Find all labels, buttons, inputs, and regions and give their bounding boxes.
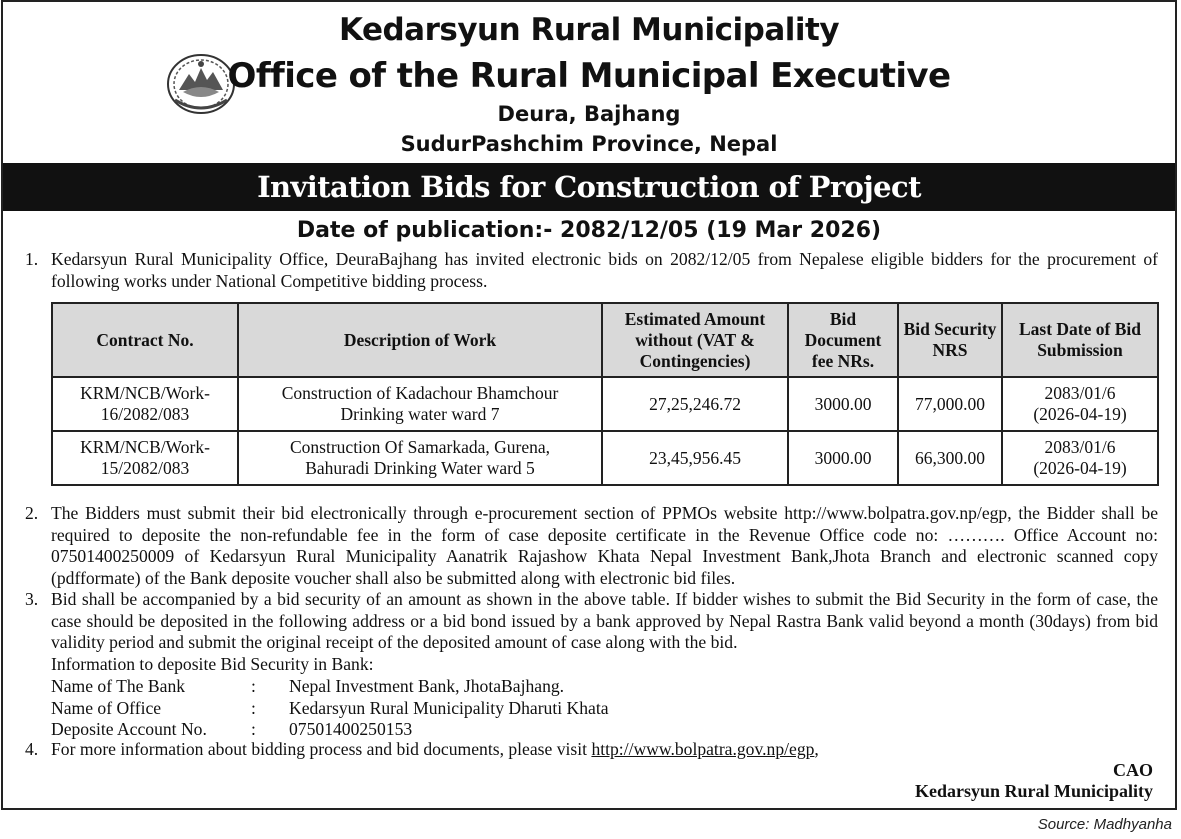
bank-colon: : xyxy=(251,719,256,740)
cell-last-date: 2083/01/6 (2026-04-19) xyxy=(1002,431,1158,485)
paragraph-3 xyxy=(25,589,1158,654)
publication-date: Date of publication:- 2082/12/05 (19 Mar 2026) xyxy=(296,218,882,243)
paragraph-number: 3. xyxy=(25,589,39,609)
cell-doc-fee: 3000.00 xyxy=(788,431,898,485)
bank-row xyxy=(51,676,609,698)
paragraph-text: The Bidders must submit their bid electronically through e-procurement section of PPMOs website http://www.bolpatra.gov.np/egp, the Bidder shall be required to deposite the non-refundable fee in the form of case deposite certificate in the Revenue Office code no: ………. Office Account no: 07501400250009 of Kedarsyun Rural Municipality Aanatrik Rajashow Khata Nepal Investment Bank,Jhota Branch and electronic scanned copy (pdfformate) of the Bank deposite voucher shall also be submitted along with electronic bid files. xyxy=(51,503,1158,588)
bank-colon: : xyxy=(251,676,256,696)
bank-label: Name of Office xyxy=(51,697,162,718)
cell-last-date: 2083/01/6 (2026-04-19) xyxy=(1002,377,1158,431)
notice-title: Invitation Bids for Construction of Project xyxy=(3,163,1175,211)
source-credit: Source: Madhyanha xyxy=(1037,816,1172,833)
cell-doc-fee: 3000.00 xyxy=(788,377,898,431)
bank-label: Name of The Bank xyxy=(51,676,186,696)
bank-row xyxy=(51,719,609,741)
bank-info xyxy=(51,676,609,741)
signature-org: Kedarsyun Rural Municipality xyxy=(914,781,1153,801)
paragraph-text: Bid shall be accompanied by a bid security of an amount as shown in the above table. If bidder wishes to submit the Bid Security in the form of case, the case should be deposited in the following address or a bid bond issued by a bank approved by Nepal Rastra Bank valid beyond a month (30days) from bid validity period and submit the original receipt of the deposited amount of case along with the bid. xyxy=(51,589,1158,653)
cell-description: Construction Of Samarkada, Gurena, Bahuradi Drinking Water ward 5 xyxy=(238,431,602,485)
paragraph-2 xyxy=(25,503,1158,589)
table-row xyxy=(52,377,1158,431)
paragraph-number: 2. xyxy=(25,503,39,523)
paragraph-number: 1. xyxy=(25,249,39,269)
office-province: SudurPashchim Province, Nepal xyxy=(400,132,778,156)
bank-colon: : xyxy=(251,697,256,718)
bids-table xyxy=(51,302,1159,486)
cell-description: Construction of Kadachour Bhamchour Drinking water ward 7 xyxy=(238,377,602,431)
cell-contract: KRM/NCB/Work- 16/2082/083 xyxy=(52,377,238,431)
paragraph-number: 4. xyxy=(25,739,39,759)
table-row xyxy=(52,431,1158,485)
header-contract: Contract No. xyxy=(52,303,238,377)
cell-security: 77,000.00 xyxy=(898,377,1002,431)
paragraph-1 xyxy=(25,249,1158,292)
paragraph-4 xyxy=(25,739,1158,761)
bank-value: 07501400250153 xyxy=(289,719,413,740)
paragraph-text: For more information about bidding process and bid documents, please visit http://www.bolpatra.gov.np/egp, xyxy=(51,739,819,759)
bank-row xyxy=(51,698,609,720)
cell-security: 66,300.00 xyxy=(898,431,1002,485)
signature-title: CAO xyxy=(1113,760,1153,780)
table-header-row xyxy=(52,303,1158,377)
cell-estimated: 23,45,956.45 xyxy=(602,431,788,485)
municipality-name: Kedarsyun Rural Municipality xyxy=(338,12,840,48)
bank-label: Deposite Account No. xyxy=(51,719,207,740)
office-name: Office of the Rural Municipal Executive xyxy=(227,56,951,96)
office-location: Deura, Bajhang xyxy=(497,102,681,126)
bank-value: Nepal Investment Bank, JhotaBajhang. xyxy=(289,676,565,696)
header-description: Description of Work xyxy=(238,303,602,377)
header-security: Bid Security NRS xyxy=(898,303,1002,377)
header-last-date: Last Date of Bid Submission xyxy=(1002,303,1158,377)
bank-info-heading: Information to deposite Bid Security in Bank: xyxy=(51,654,374,674)
cell-estimated: 27,25,246.72 xyxy=(602,377,788,431)
notice-header xyxy=(3,2,1175,162)
cell-contract: KRM/NCB/Work- 15/2082/083 xyxy=(52,431,238,485)
paragraph-text: Kedarsyun Rural Municipality Office, DeuraBajhang has invited electronic bids on 2082/12/05 from Nepalese eligible bidders for the procurement of following works under National Competitive bidding process. xyxy=(51,249,1158,291)
bank-value: Kedarsyun Rural Municipality Dharuti Khata xyxy=(289,697,609,718)
bolpatra-link[interactable]: http://www.bolpatra.gov.np/egp xyxy=(591,739,815,759)
header-estimated: Estimated Amount without (VAT & Contingencies) xyxy=(602,303,788,377)
notice-frame xyxy=(1,0,1177,810)
header-doc-fee: Bid Document fee NRs. xyxy=(788,303,898,377)
